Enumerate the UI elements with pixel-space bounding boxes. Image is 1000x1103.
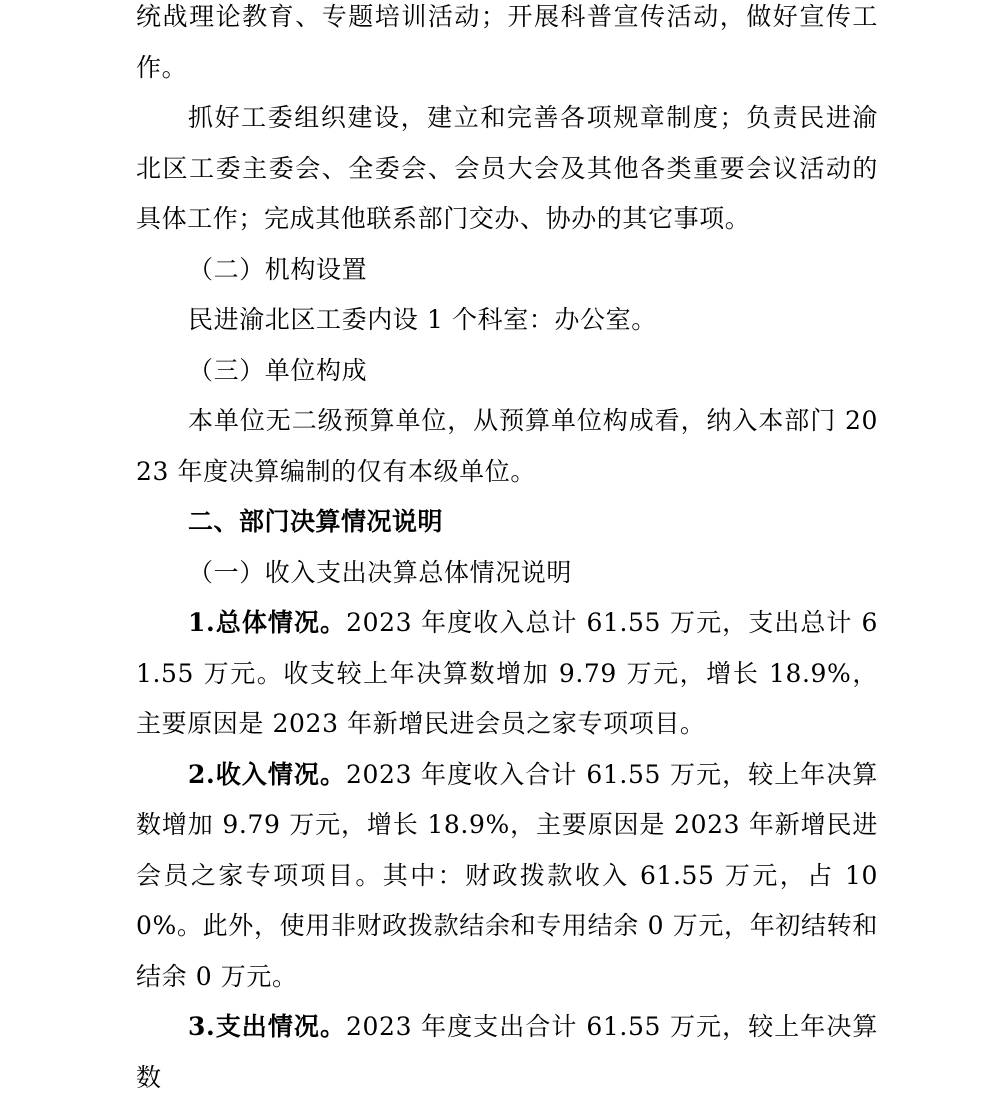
expense-situation-body: 2023 年度支出合计 61.55 万元，较上年决算数 [136,1012,878,1092]
paragraph-institution-setup: 民进渝北区工委内设 1 个科室：办公室。 [188,305,657,334]
paragraph-overall-situation [136,598,878,750]
expense-situation-lead: 3.支出情况。 [188,1012,347,1041]
heading-unit-composition: （三）单位构成 [188,355,368,385]
heading-section-two: 二、部门决算情况说明 [188,507,444,536]
paragraph-income-situation [136,750,878,1003]
heading-institution-setup: （二）机构设置 [188,254,368,284]
income-situation-lead: 2.收入情况。 [188,759,347,789]
paragraph-publicity: 统战理论教育、专题培训活动；开展科普宣传活动，做好宣传工作。 [136,2,878,82]
overall-situation-body: 2023 年度收入总计 61.55 万元，支出总计 61.55 万元。收支较上年决算数增加 9.79 万元，增长 18.9%，主要原因是 2023 年新增民进会员之家专项项目。 [136,608,878,738]
paragraph-organization-work: 抓好工委组织建设，建立和完善各项规章制度；负责民进渝北区工委主委会、全委会、会员大会及其他各类重要会议活动的具体工作；完成其他联系部门交办、协办的其它事项。 [136,103,878,233]
overall-situation-lead: 1.总体情况。 [188,608,347,637]
heading-income-expense-overview: （一）收入支出决算总体情况说明 [188,557,573,587]
paragraph-expense-situation [136,1002,878,1103]
income-situation-body: 2023 年度收入合计 61.55 万元，较上年决算数增加 9.79 万元，增长 18.9%，主要原因是 2023 年新增民进会员之家专项项目。其中：财政拨款收入 61.55 万元，占 100%。此外，使用非财政拨款结余和专用结余 0 万元，年初结转和结余 0 万元。 [136,759,878,991]
document-page [136,0,878,1103]
paragraph-unit-composition: 本单位无二级预算单位，从预算单位构成看，纳入本部门 2023 年度决算编制的仅有本级单位。 [136,406,878,486]
